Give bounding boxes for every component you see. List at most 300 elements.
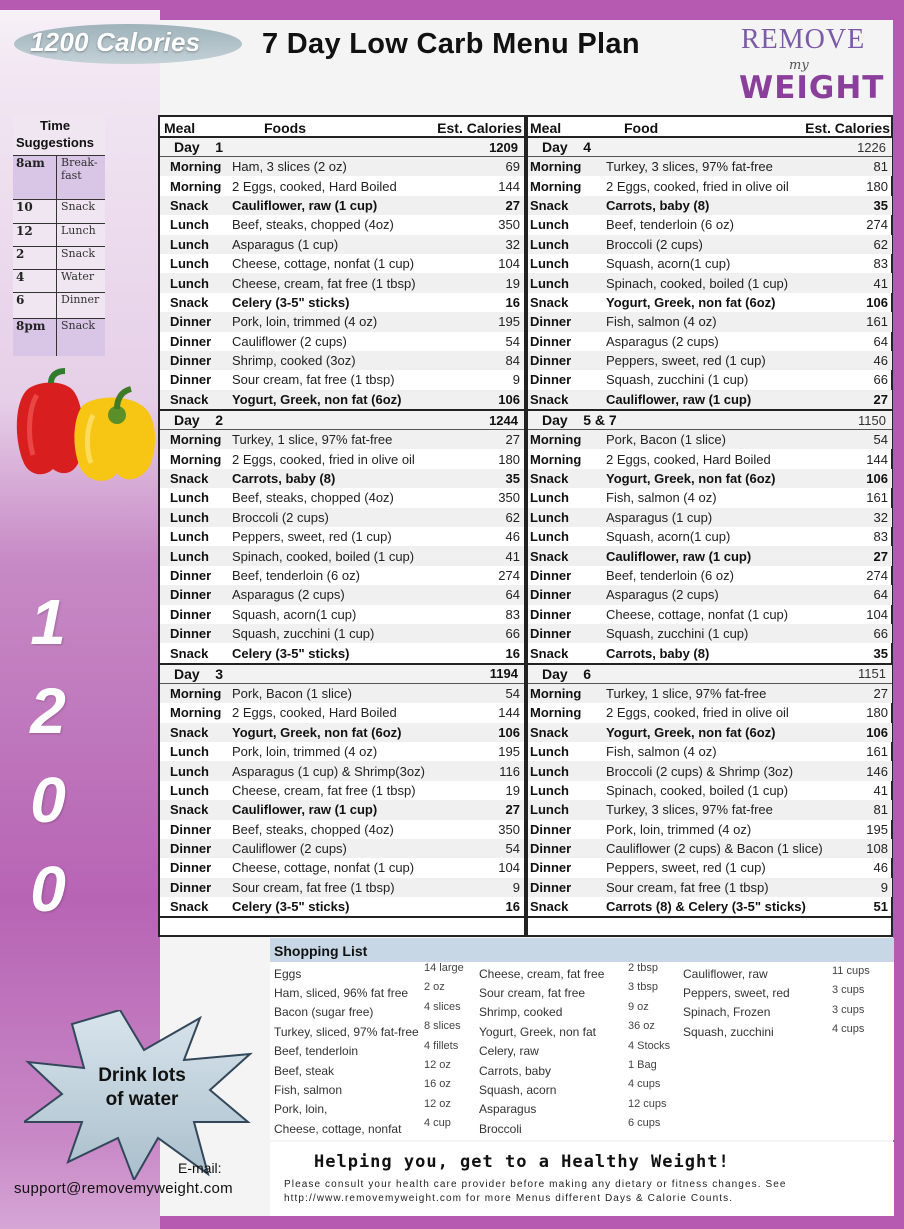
shopping-item-name: Pork, loin, [274,1102,328,1117]
meal-row [160,449,524,468]
food-item: Asparagus (1 cup) & Shrimp(3oz) [232,763,425,779]
meal-row [528,215,892,234]
shopping-item-quantity: 2 oz [424,981,445,994]
food-calories: 108 [866,841,888,857]
food-item: 2 Eggs, cooked, fried in olive oil [606,705,789,721]
food-calories: 350 [498,490,520,506]
food-calories: 69 [505,159,520,175]
meal-type: Lunch [170,275,209,291]
food-item: Pork, Bacon (1 slice) [232,685,352,701]
shopping-item-name: Fish, salmon [274,1083,343,1098]
day-block [160,665,524,919]
brand-logo-mid: my [789,58,809,73]
meal-type: Morning [530,178,582,194]
food-item: Squash, acorn(1 cup) [606,529,731,545]
meal-type: Snack [530,197,569,213]
food-calories: 27 [873,391,888,407]
meal-row [160,488,524,507]
shopping-list-header [270,938,894,962]
meal-type: Lunch [170,490,209,506]
meal-row [528,293,892,312]
shopping-item-quantity: 12 cups [628,1097,667,1110]
shopping-item-name: Eggs [274,966,302,981]
meal-type: Snack [170,471,209,487]
food-item: Shrimp, cooked (3oz) [232,353,356,369]
meal-row [160,370,524,389]
shopping-item-name: Beef, steak [274,1063,335,1078]
food-item: Cheese, cream, fat free (1 tbsp) [232,275,416,291]
time-suggestions-box [13,115,105,355]
food-calories: 27 [873,685,888,701]
food-item: Asparagus (2 cups) [606,333,719,349]
meal-row [528,370,892,389]
meal-type: Snack [530,471,569,487]
meal-row [528,878,892,897]
meal-type: Lunch [530,217,569,233]
time-suggestion-time: 12 [16,224,33,238]
shopping-item-name: Asparagus [479,1102,537,1117]
meal-type: Morning [170,178,222,194]
meal-type: Dinner [170,879,212,895]
email-label: E-mail: [178,1160,222,1176]
food-item: Yogurt, Greek, non fat (6oz) [606,724,776,740]
meal-type: Dinner [170,626,212,642]
time-suggestion-row [13,223,105,247]
meal-type: Lunch [530,782,569,798]
meal-type: Morning [170,432,222,448]
meal-type: Lunch [530,490,569,506]
food-item: 2 Eggs, cooked, Hard Boiled [232,178,397,194]
food-calories: 84 [505,353,520,369]
day-label: Day 3 [174,665,224,682]
day-block [160,138,524,411]
meal-row [160,820,524,839]
meal-type: Morning [170,705,222,721]
meal-type: Lunch [170,782,209,798]
meal-row [160,469,524,488]
food-calories: 180 [866,178,888,194]
meal-row [528,527,892,546]
food-item: Asparagus (1 cup) [606,509,713,525]
meal-row [160,761,524,780]
meal-row [528,430,892,449]
meal-type: Morning [530,451,582,467]
food-calories: 104 [498,256,520,272]
meal-row [160,508,524,527]
meal-type: Dinner [530,606,572,622]
shopping-item-quantity: 12 oz [424,1058,451,1071]
meal-type: Lunch [530,256,569,272]
meal-type: Morning [170,159,222,175]
shopping-item-name: Peppers, sweet, red [683,986,790,1001]
meal-row [160,215,524,234]
column-header [528,117,892,138]
calories-oval-badge [14,24,242,64]
shopping-item-name: Yogurt, Greek, non fat [479,1024,596,1039]
time-suggestion-time: 4 [16,270,25,284]
food-item: Sour cream, fat free (1 tbsp) [232,879,395,895]
meal-row [528,839,892,858]
shopping-item [683,1022,883,1041]
food-calories: 106 [498,391,520,407]
shopping-list-title: Shopping List [274,943,368,959]
food-calories: 144 [498,178,520,194]
header-meal: Meal [530,120,562,136]
food-item: Turkey, 3 slices, 97% fat-free [606,802,773,818]
food-calories: 104 [866,606,888,622]
food-calories: 16 [505,645,520,661]
shopping-item-quantity: 4 cups [832,1023,865,1036]
meal-type: Dinner [530,587,572,603]
meal-type: Snack [170,391,209,407]
food-calories: 27 [873,548,888,564]
meal-type: Snack [170,645,209,661]
day-label: Day 1 [174,139,224,155]
food-item: Yogurt, Greek, non fat (6oz) [606,294,776,310]
meal-type: Snack [530,724,569,740]
shopping-item-quantity: 4 cup [424,1117,451,1130]
meal-row [528,449,892,468]
food-item: Ham, 3 slices (2 oz) [232,159,347,175]
food-calories: 83 [505,606,520,622]
header-foods: Food [624,120,659,136]
meal-type: Dinner [170,372,212,388]
day-rows [160,157,524,409]
food-calories: 46 [505,529,520,545]
day-total-calories: 1209 [489,139,518,155]
meal-type: Dinner [170,353,212,369]
footer-headline: Helping you, get to a Healthy Weight! [314,1152,730,1172]
meal-row [528,781,892,800]
food-calories: 27 [505,432,520,448]
food-item: 2 Eggs, cooked, Hard Boiled [232,705,397,721]
meal-type: Dinner [530,879,572,895]
food-calories: 161 [866,744,888,760]
day-header [528,665,892,684]
food-item: Pork, Bacon (1 slice) [606,432,726,448]
food-item: Squash, acorn(1 cup) [232,606,357,622]
shopping-item-quantity: 16 oz [424,1078,451,1091]
day-rows [528,157,892,409]
day-label: Day 2 [174,412,224,429]
shopping-item [274,1119,474,1138]
drink-water-line2: of water [105,1089,179,1110]
time-suggestion-time: 8am [16,156,45,170]
meal-row [160,624,524,643]
day-header [160,665,524,684]
food-item: Peppers, sweet, red (1 cup) [232,529,392,545]
shopping-item [683,983,883,1002]
day-header [160,411,524,430]
food-calories: 350 [498,821,520,837]
food-item: Pork, loin, trimmed (4 oz) [606,821,752,837]
meal-row [528,820,892,839]
food-item: Beef, tenderloin (6 oz) [232,568,360,583]
shopping-item-quantity: 36 oz [628,1020,655,1033]
food-calories: 350 [498,217,520,233]
meal-type: Dinner [170,568,212,583]
meal-row [160,273,524,292]
meal-row [528,351,892,370]
food-item: 2 Eggs, cooked, Hard Boiled [606,451,771,467]
food-item: Pork, loin, trimmed (4 oz) [232,744,378,760]
meal-row [160,157,524,176]
meal-type: Lunch [170,744,209,760]
menu-table [158,115,893,937]
footer-disclaimer-line2: http://www.removemyweight.com for more Menus different Days & Calorie Counts. [284,1193,734,1204]
day-total-calories: 1151 [858,666,886,682]
food-calories: 106 [498,724,520,740]
shopping-item-quantity: 14 large [424,962,464,974]
meal-type: Lunch [170,509,209,525]
shopping-item-name: Spinach, Frozen [683,1005,771,1020]
calories-badge-text: 1200 Calories [30,27,201,57]
shopping-item [683,1003,883,1022]
day-header [160,138,524,157]
meal-type: Dinner [170,860,212,876]
meal-row [160,430,524,449]
food-calories: 35 [873,645,888,661]
food-calories: 35 [873,197,888,213]
food-calories: 16 [505,899,520,915]
meal-row [160,605,524,624]
food-calories: 195 [498,744,520,760]
food-calories: 144 [866,451,888,467]
meal-row [160,351,524,370]
food-item: Asparagus (2 cups) [232,587,345,603]
shopping-item-quantity: 4 Stocks [628,1039,671,1052]
food-calories: 27 [505,197,520,213]
food-item: Peppers, sweet, red (1 cup) [606,353,766,369]
meal-type: Morning [170,451,222,467]
food-calories: 81 [873,159,888,175]
meal-row [528,176,892,195]
meal-row [160,235,524,254]
time-suggestions-title-line1: Time [39,118,71,133]
food-calories: 46 [873,353,888,369]
food-calories: 274 [866,568,888,583]
meal-type: Snack [170,197,209,213]
meal-type: Lunch [530,802,569,818]
big-number-digit: 0 [30,764,66,836]
meal-row [160,858,524,877]
meal-row [528,684,892,703]
food-calories: 46 [873,860,888,876]
time-suggestion-row [13,246,105,270]
shopping-list-column [479,964,679,1139]
meal-type: Lunch [170,217,209,233]
meal-type: Lunch [170,529,209,545]
food-item: Sour cream, fat free (1 tbsp) [232,372,395,388]
day-rows [528,430,892,663]
time-suggestions-title [13,117,97,151]
shopping-item-name: Celery, raw [479,1044,539,1059]
meal-row [160,527,524,546]
meal-row [160,566,524,585]
food-calories: 83 [873,529,888,545]
food-item: Turkey, 1 slice, 97% fat-free [606,685,767,701]
shopping-item-name: Squash, acorn [479,1083,557,1098]
meal-row [528,585,892,604]
meal-type: Dinner [530,821,572,837]
food-item: Yogurt, Greek, non fat (6oz) [232,724,402,740]
meal-row [528,312,892,331]
time-suggestions-title-line2: Suggestions [15,135,94,150]
food-calories: 146 [866,763,888,779]
meal-row [528,605,892,624]
shopping-item-name: Carrots, baby [479,1063,552,1078]
meal-type: Snack [530,899,569,915]
food-item: Spinach, cooked, boiled (1 cup) [232,548,415,564]
food-item: Beef, steaks, chopped (4oz) [232,217,394,233]
meal-type: Snack [170,899,209,915]
food-calories: 116 [499,763,520,779]
shopping-item-quantity: 9 oz [628,1000,649,1013]
meal-type: Dinner [530,860,572,876]
day-label: Day 6 [542,665,592,682]
meal-type: Morning [530,685,582,701]
shopping-item-name: Beef, tenderloin [274,1044,359,1059]
food-item: Fish, salmon (4 oz) [606,314,717,330]
meal-row [528,723,892,742]
meal-type: Dinner [170,314,212,330]
meal-row [160,254,524,273]
time-suggestion-meal: Snack [56,200,105,224]
day-header [528,138,892,157]
meal-type: Dinner [170,587,212,603]
food-item: Cauliflower, raw (1 cup) [606,548,752,564]
food-item: 2 Eggs, cooked, fried in olive oil [232,451,415,467]
meal-type: Snack [530,548,569,564]
meal-type: Dinner [530,372,572,388]
shopping-list [270,938,894,1140]
header-calories: Est. Calories [805,120,890,136]
meal-row [528,508,892,527]
email-link[interactable]: support@removemyweight.com [14,1180,233,1197]
food-item: Squash, acorn(1 cup) [606,256,731,272]
day-rows [528,684,892,917]
meal-type: Lunch [530,529,569,545]
food-item: Cheese, cottage, nonfat (1 cup) [232,256,415,272]
meal-row [160,546,524,565]
meal-type: Morning [530,159,582,175]
meal-type: Dinner [170,333,212,349]
shopping-item-quantity: 11 cups [832,965,870,977]
header-foods: Foods [264,120,306,136]
meal-type: Dinner [530,314,572,330]
meal-row [528,390,892,409]
shopping-item-name: Cheese, cream, fat free [479,966,605,981]
food-item: Yogurt, Greek, non fat (6oz) [606,471,776,487]
meal-row [528,897,892,916]
food-item: Carrots, baby (8) [606,197,710,213]
shopping-item-name: Shrimp, cooked [479,1005,563,1020]
day-total-calories: 1226 [857,139,886,155]
food-calories: 66 [873,626,888,642]
food-item: Beef, tenderloin (6 oz) [606,568,734,583]
meal-row [528,624,892,643]
food-calories: 16 [505,294,520,310]
day-label: Day 5 & 7 [542,412,617,429]
food-calories: 81 [873,802,888,818]
time-suggestion-time: 8pm [16,319,46,333]
shopping-item-name: Broccoli [479,1121,522,1136]
meal-row [160,585,524,604]
meal-row [528,157,892,176]
food-item: Beef, steaks, chopped (4oz) [232,821,394,837]
food-item: Spinach, cooked, boiled (1 cup) [606,782,789,798]
shopping-item-quantity: 3 cups [832,984,865,997]
meal-row [160,897,524,916]
food-item: Squash, zucchini (1 cup) [232,626,375,642]
meal-row [160,643,524,662]
drink-water-burst [24,1010,256,1180]
food-calories: 54 [505,841,520,857]
time-suggestion-time: 6 [16,293,25,307]
food-item: Carrots, baby (8) [606,645,710,661]
food-calories: 9 [512,372,520,388]
food-calories: 35 [505,471,520,487]
food-item: Cheese, cottage, nonfat (1 cup) [606,606,789,622]
big-number-digit: 2 [30,675,66,747]
time-suggestion-row [13,269,105,293]
food-calories: 19 [505,782,520,798]
food-item: Cauliflower, raw (1 cup) [606,391,752,407]
meal-row [528,196,892,215]
food-item: Sour cream, fat free (1 tbsp) [606,879,769,895]
big-1200-number [18,578,78,934]
right-border [894,0,904,1229]
meal-row [160,196,524,215]
food-calories: 106 [866,471,888,487]
food-item: Carrots, baby (8) [232,471,336,487]
meal-row [160,176,524,195]
meal-type: Dinner [530,626,572,642]
food-calories: 41 [505,548,520,564]
meal-row [528,742,892,761]
food-item: Cauliflower (2 cups) & Bacon (1 slice) [606,841,823,857]
food-calories: 64 [873,333,888,349]
time-suggestion-row [13,155,105,200]
food-item: Broccoli (2 cups) & Shrimp (3oz) [606,763,794,779]
food-calories: 41 [873,275,888,291]
shopping-item-name: Turkey, sliced, 97% fat-free [274,1024,419,1039]
meal-type: Snack [170,802,209,818]
time-suggestion-meal: Snack [56,319,105,356]
drink-water-line1: Drink lots [98,1065,186,1086]
brand-logo-bottom: WEIGHT [739,70,885,106]
meal-type: Lunch [530,763,569,779]
food-item: Squash, zucchini (1 cup) [606,626,749,642]
day-block [528,411,892,665]
meal-row [528,800,892,819]
food-item: Cauliflower, raw (1 cup) [232,197,378,213]
shopping-item-quantity: 4 cups [628,1078,661,1091]
food-item: Yogurt, Greek, non fat (6oz) [232,391,402,407]
meal-row [528,566,892,585]
food-calories: 274 [498,568,520,583]
time-suggestion-meal: Dinner [56,293,105,319]
food-calories: 195 [866,821,888,837]
food-item: Turkey, 3 slices, 97% fat-free [606,159,773,175]
meal-row [160,839,524,858]
food-item: Fish, salmon (4 oz) [606,490,717,506]
shopping-item-quantity: 12 oz [424,1097,451,1110]
shopping-item-name: Ham, sliced, 96% fat free [274,986,409,1001]
meal-row [160,703,524,722]
day-block [528,665,892,919]
food-calories: 9 [512,879,520,895]
